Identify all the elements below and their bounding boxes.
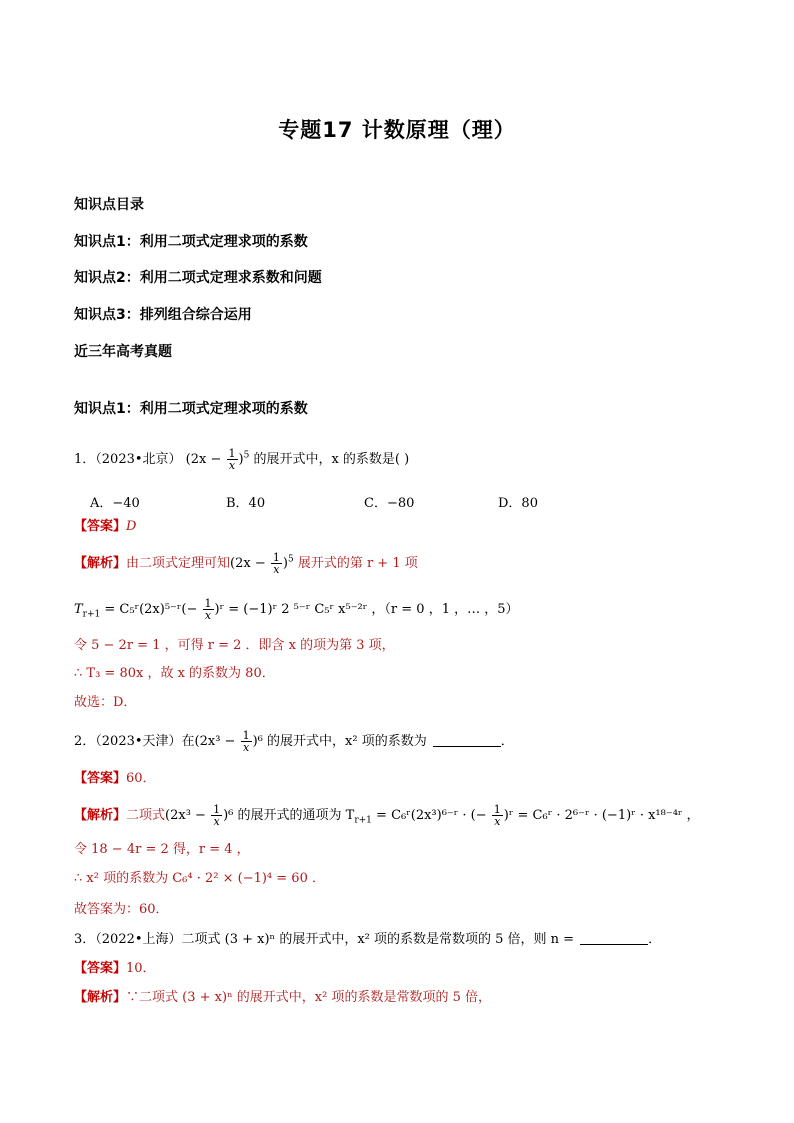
q2-stem: 2．（2023•天津）在(2x³ − $\frac{1}{x}$ )⁶ 的展开式中，x² 项的系数为 ． [74, 729, 514, 754]
q1-stem: 1．（2023•北京） (2x − $\frac{1}{x}$ )$^5$ 的展开式中，x 的系数是( ) [74, 447, 410, 472]
fraction: $\frac{1}{x}$ [242, 729, 250, 754]
q1-option-d[interactable]: D．80 [498, 496, 538, 511]
fraction: $\frac{1}{x}$ [204, 597, 212, 622]
page-title: 专题17 计数原理（理） [278, 118, 516, 142]
q1-analysis-2: $T_{r+1}$ = C₅ʳ(2x)⁵⁻ʳ(− $\frac{1}{x}$ )ʳ = (−1)ʳ 2 ⁵⁻ʳ C₅ʳ x⁵⁻²ʳ ，（r = 0 ，1 ，… ，5） [74, 597, 519, 622]
toc-item-3[interactable]: 知识点3：排列组合综合运用 [74, 307, 252, 323]
q1-analysis-3: 令 5 − 2r = 1 ，可得 r = 2 ．即含 x 的项为第 3 项， [74, 638, 395, 653]
toc-item-2[interactable]: 知识点2：利用二项式定理求系数和问题 [74, 270, 322, 286]
q2-answer-blank[interactable] [433, 734, 501, 747]
fraction: $\frac{1}{x}$ [213, 803, 221, 828]
q1-option-b[interactable]: B．40 [226, 496, 266, 511]
q2-analysis-2: 令 18 − 4r = 2 得，r = 4 ， [74, 842, 250, 857]
q3-answer-blank[interactable] [580, 932, 648, 945]
q1-analysis-5: 故选：D． [74, 695, 137, 710]
q2-analysis-3: ∴ x² 项的系数为 C₆⁴ · 2² × (−1)⁴ = 60 ． [74, 871, 325, 886]
fraction: $\frac{1}{x}$ [493, 803, 501, 828]
q3-stem: 3．（2022•上海）二项式 (3 + x)ⁿ 的展开式中，x² 项的系数是常数项的 5 倍，则 n = ． [74, 932, 662, 947]
q2-analysis-4: 故答案为：60． [74, 902, 169, 917]
q1-answer: 【答案】D [74, 519, 137, 534]
toc-item-4[interactable]: 近三年高考真题 [74, 344, 172, 360]
q2-analysis-1: 【解析】二项式(2x³ − $\frac{1}{x}$ )⁶ 的展开式的通项为 $T_{r+1}$ = C₆ʳ(2x³)⁶⁻ʳ · (− $\frac{1}{x}$ )ʳ = C₆ʳ · 2⁶⁻ʳ · (−1)ʳ · x¹⁸⁻⁴ʳ ， [74, 803, 700, 828]
q1-option-a[interactable]: A．−40 [90, 496, 140, 511]
q1-analysis-1: 【解析】由二项式定理可知(2x − $\frac{1}{x}$ )$^5$ 展开式的第 r + 1 项 [74, 551, 418, 576]
toc-heading: 知识点目录 [74, 197, 144, 213]
toc-item-1[interactable]: 知识点1：利用二项式定理求项的系数 [74, 234, 308, 250]
q1-analysis-4: ∴ T₃ = 80x ，故 x 的系数为 80． [74, 666, 275, 681]
q3-answer: 【答案】10． [74, 961, 156, 976]
section-heading: 知识点1：利用二项式定理求项的系数 [74, 401, 308, 417]
q2-answer: 【答案】60． [74, 771, 156, 786]
q3-analysis-1: 【解析】∵二项式 (3 + x)ⁿ 的展开式中，x² 项的系数是常数项的 5 倍， [74, 990, 492, 1005]
fraction: $\frac{1}{x}$ [272, 551, 280, 576]
q1-option-c[interactable]: C．−80 [364, 496, 415, 511]
fraction: $\frac{1}{x}$ [228, 447, 236, 472]
